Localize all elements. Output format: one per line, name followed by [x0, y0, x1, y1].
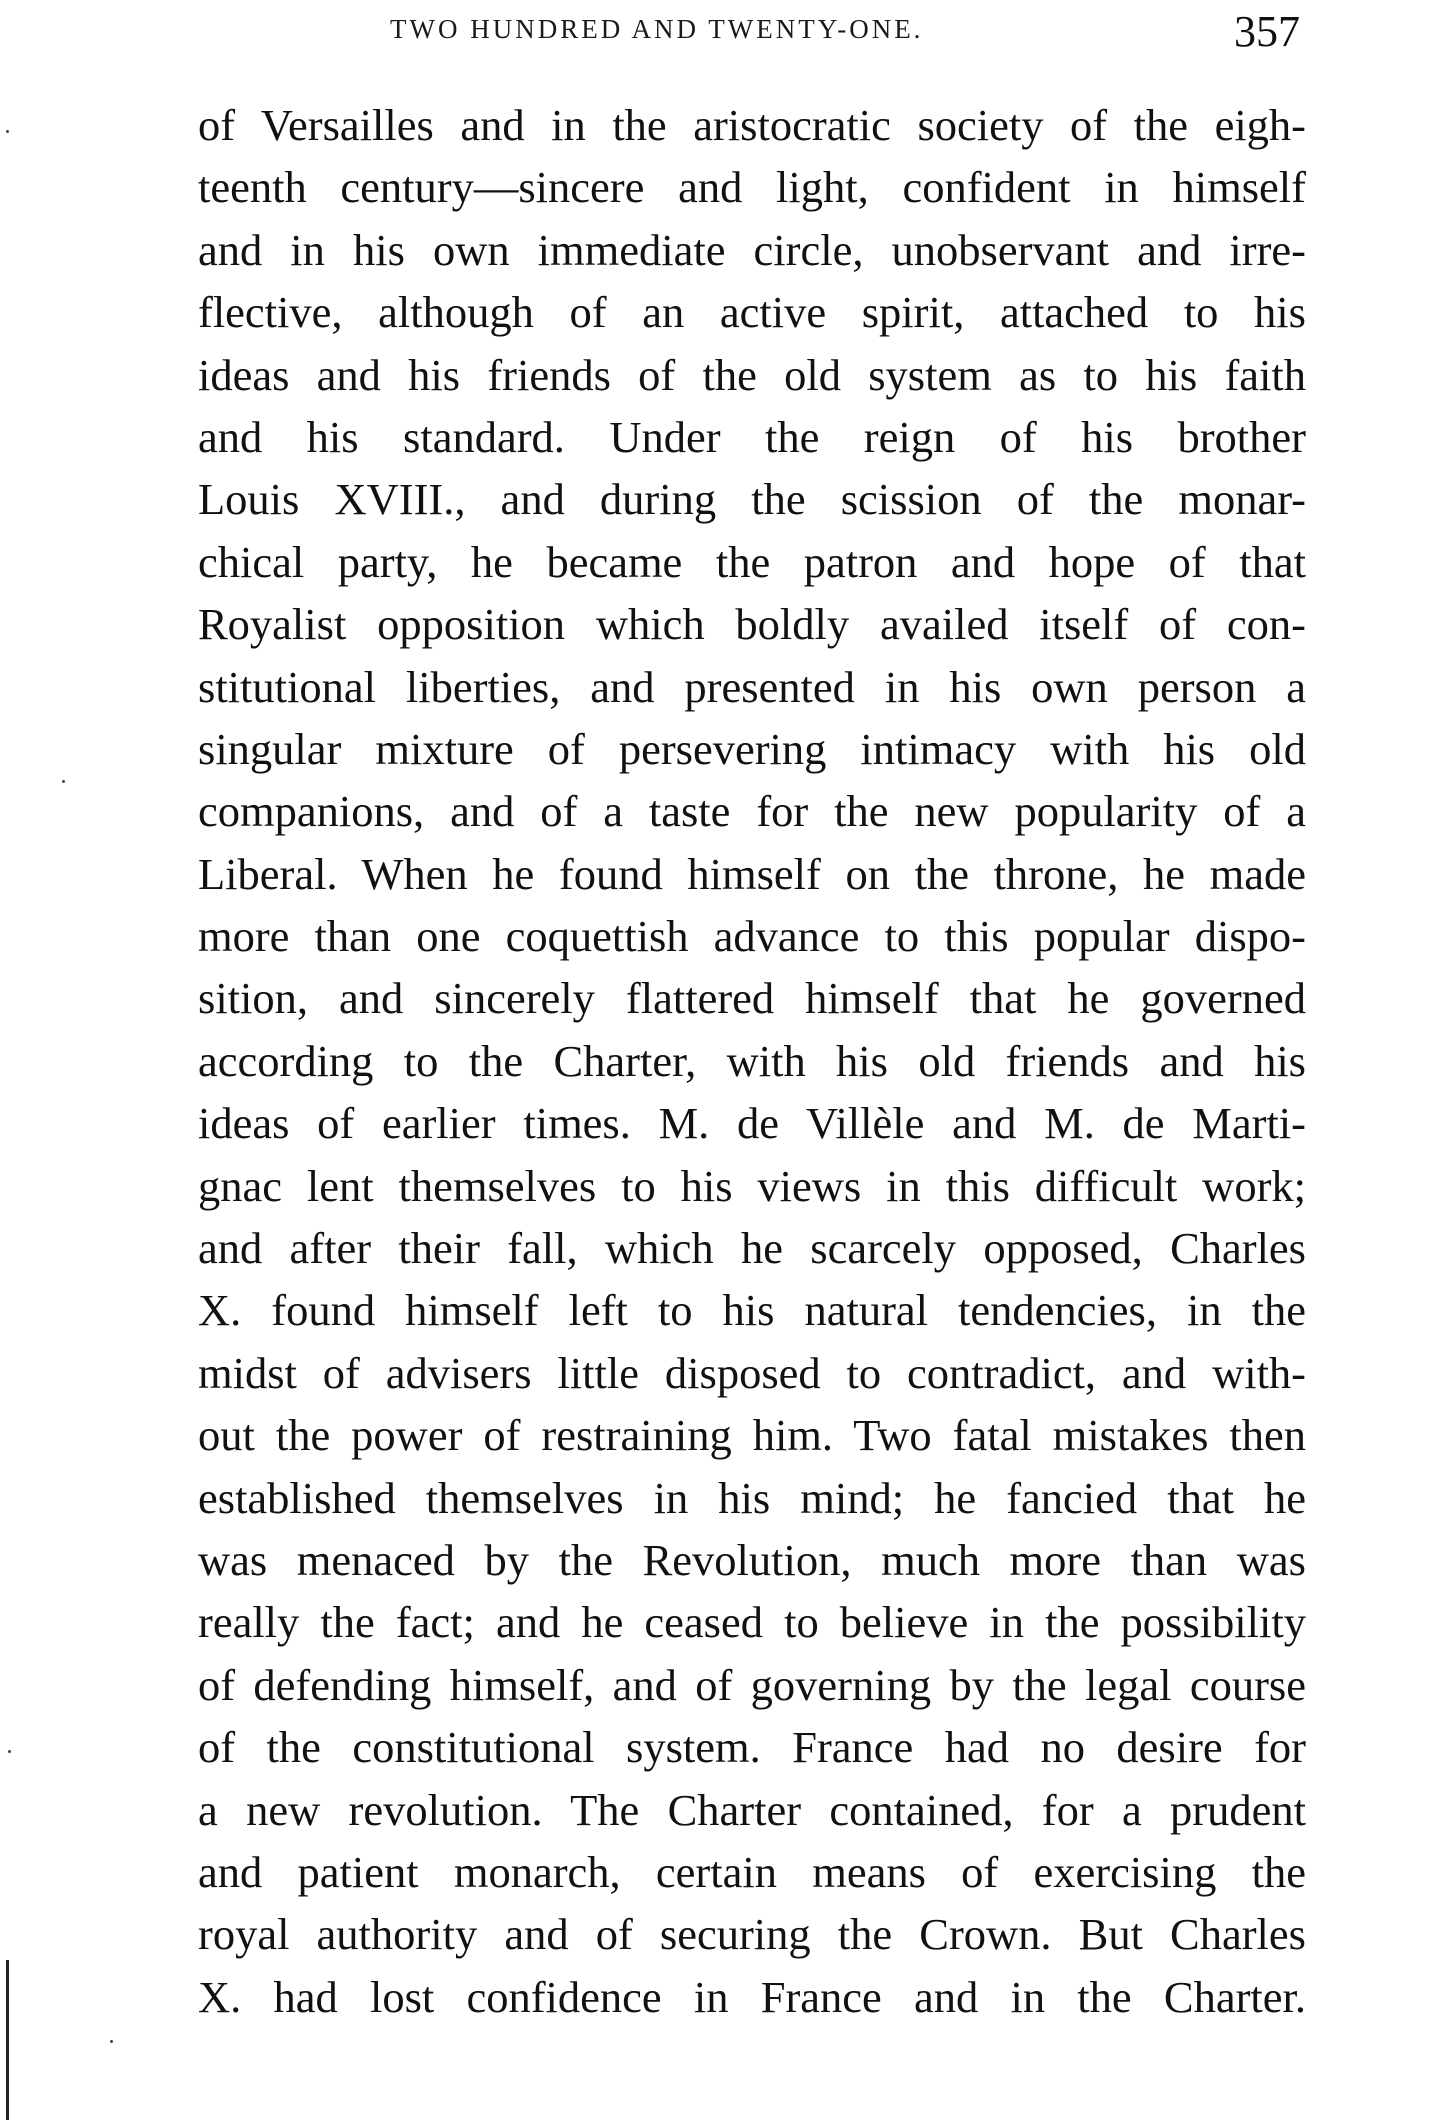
- text-line: according to the Charter, with his old friends and his: [198, 1035, 1306, 1086]
- text-line: chical party, he became the patron and hope of that: [198, 536, 1306, 587]
- text-line: of defending himself, and of governing by the legal course: [198, 1659, 1306, 1710]
- text-line: teenth century—sincere and light, confident in himself: [198, 162, 1306, 213]
- scan-speck: [6, 130, 9, 133]
- text-line: a new revolution. The Charter contained, for a prudent: [198, 1784, 1306, 1835]
- text-line: and in his own immediate circle, unobservant and irre-: [198, 224, 1306, 275]
- text-line: flective, although of an active spirit, attached to his: [198, 287, 1306, 338]
- text-line: stitutional liberties, and presented in his own person a: [198, 661, 1306, 712]
- text-line: sition, and sincerely flattered himself that he governed: [198, 973, 1306, 1024]
- text-line: gnac lent themselves to his views in this difficult work;: [198, 1160, 1306, 1211]
- scan-speck: [62, 780, 65, 783]
- text-line: companions, and of a taste for the new popularity of a: [198, 786, 1306, 837]
- scan-speck: [8, 1750, 11, 1753]
- text-line: of Versailles and in the aristocratic society of the eigh-: [198, 100, 1306, 150]
- text-line: and after their fall, which he scarcely opposed, Charles: [198, 1223, 1306, 1274]
- text-line: X. had lost confidence in France and in the Charter.: [198, 1971, 1306, 2022]
- text-line: and patient monarch, certain means of exercising the: [198, 1846, 1306, 1897]
- text-line: ideas and his friends of the old system as to his faith: [198, 349, 1306, 400]
- text-line: Liberal. When he found himself on the throne, he made: [198, 848, 1306, 899]
- text-line: out the power of restraining him. Two fatal mistakes then: [198, 1410, 1306, 1461]
- page-number: 357: [1234, 7, 1300, 56]
- text-line: and his standard. Under the reign of his brother: [198, 411, 1306, 462]
- running-header: [360, 8, 1300, 58]
- text-line: singular mixture of persevering intimacy with his old: [198, 723, 1306, 774]
- text-line: established themselves in his mind; he fancied that he: [198, 1472, 1306, 1523]
- running-title: TWO HUNDRED AND TWENTY-ONE.: [390, 14, 924, 44]
- text-line: midst of advisers little disposed to contradict, and with-: [198, 1347, 1306, 1398]
- text-line: ideas of earlier times. M. de Villèle and M. de Marti-: [198, 1098, 1306, 1149]
- body-text: [198, 94, 1306, 2028]
- text-line: royal authority and of securing the Crown. But Charles: [198, 1909, 1306, 1960]
- text-line: more than one coquettish advance to this popular dispo-: [198, 911, 1306, 962]
- text-line: Royalist opposition which boldly availed itself of con-: [198, 599, 1306, 650]
- text-line: X. found himself left to his natural tendencies, in the: [198, 1285, 1306, 1336]
- text-line: really the fact; and he ceased to believe in the possibility: [198, 1597, 1306, 1648]
- text-line: Louis XVIII., and during the scission of the monar-: [198, 474, 1306, 525]
- text-line: of the constitutional system. France had no desire for: [198, 1722, 1306, 1773]
- text-line: was menaced by the Revolution, much more than was: [198, 1534, 1306, 1585]
- scan-speck: [110, 2040, 113, 2043]
- margin-rule: [6, 1960, 9, 2120]
